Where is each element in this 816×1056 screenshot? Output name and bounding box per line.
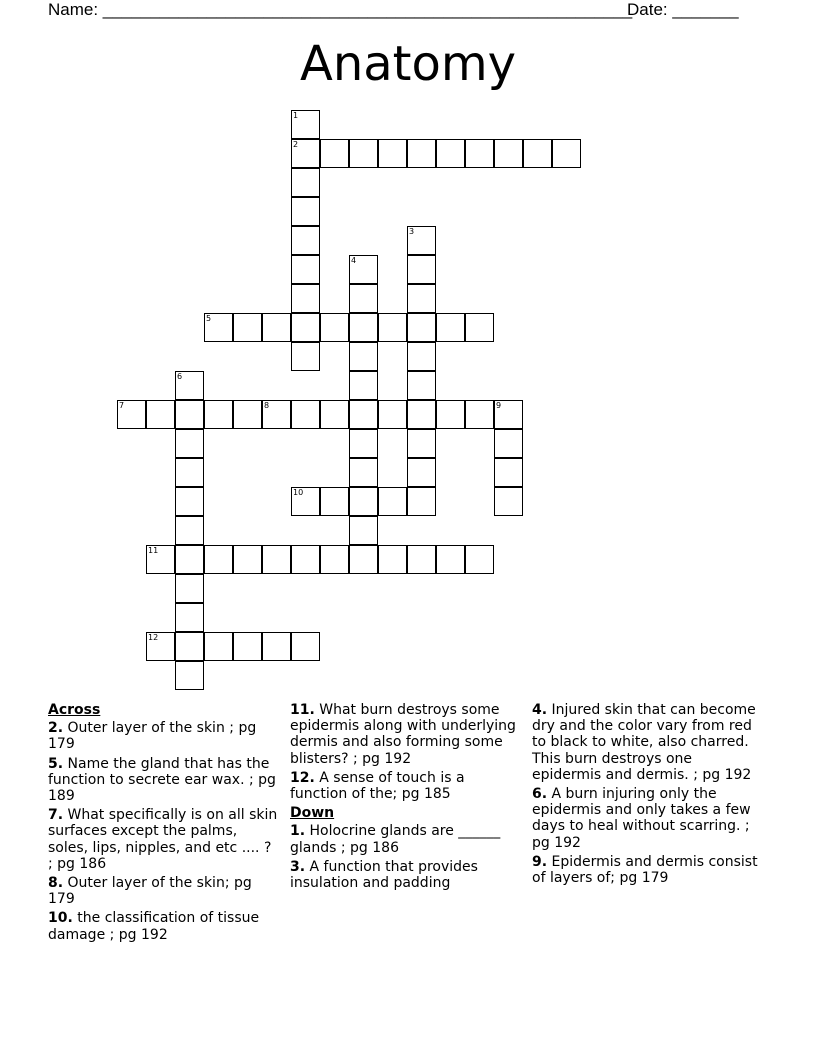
cell-number: 1 bbox=[293, 111, 299, 120]
crossword-cell[interactable] bbox=[378, 313, 407, 342]
clue-text: Name the gland that has the function to secrete ear wax. ; pg 189 bbox=[48, 755, 276, 805]
crossword-cell[interactable] bbox=[378, 139, 407, 168]
clue-across-11 bbox=[290, 702, 522, 767]
across-heading: Across bbox=[48, 702, 101, 718]
crossword-cell[interactable] bbox=[407, 139, 436, 168]
crossword-cell[interactable] bbox=[291, 632, 320, 661]
clue-across-10 bbox=[48, 910, 280, 942]
crossword-cell[interactable] bbox=[291, 255, 320, 284]
clue-number: 10. bbox=[48, 910, 73, 927]
crossword-cell[interactable] bbox=[291, 545, 320, 574]
crossword-cell[interactable] bbox=[146, 545, 175, 574]
crossword-cell[interactable] bbox=[407, 226, 436, 255]
crossword-cell[interactable] bbox=[291, 284, 320, 313]
crossword-cell[interactable] bbox=[320, 139, 349, 168]
crossword-cell[interactable] bbox=[349, 371, 378, 400]
crossword-cell[interactable] bbox=[291, 226, 320, 255]
crossword-cell[interactable] bbox=[291, 168, 320, 197]
crossword-cell[interactable] bbox=[320, 400, 349, 429]
clue-number: 6. bbox=[532, 786, 548, 803]
cell-number: 10 bbox=[293, 488, 304, 497]
crossword-cell[interactable] bbox=[291, 197, 320, 226]
crossword-cell[interactable] bbox=[523, 139, 552, 168]
crossword-cell[interactable] bbox=[465, 313, 494, 342]
clue-text: Outer layer of the skin; pg 179 bbox=[48, 875, 252, 908]
crossword-cell[interactable] bbox=[175, 632, 204, 661]
crossword-cell[interactable] bbox=[378, 487, 407, 516]
crossword-cell[interactable] bbox=[320, 545, 349, 574]
crossword-cell[interactable] bbox=[349, 284, 378, 313]
crossword-cell[interactable] bbox=[407, 458, 436, 487]
clue-text: the classification of tissue damage ; pg 192 bbox=[48, 910, 260, 943]
crossword-cell[interactable] bbox=[407, 400, 436, 429]
crossword-cell[interactable] bbox=[117, 400, 146, 429]
clue-text: Holocrine glands are ______ glands ; pg 186 bbox=[290, 823, 501, 856]
crossword-cell[interactable] bbox=[349, 255, 378, 284]
crossword-cell[interactable] bbox=[349, 429, 378, 458]
crossword-cell[interactable] bbox=[146, 400, 175, 429]
cell-number: 4 bbox=[351, 256, 357, 265]
crossword-cell[interactable] bbox=[407, 342, 436, 371]
clue-number: 9. bbox=[532, 853, 548, 870]
crossword-cell[interactable] bbox=[291, 342, 320, 371]
crossword-cell[interactable] bbox=[233, 545, 262, 574]
crossword-cell[interactable] bbox=[262, 400, 291, 429]
crossword-cell[interactable] bbox=[291, 487, 320, 516]
crossword-cell[interactable] bbox=[146, 632, 175, 661]
clue-down-9 bbox=[532, 854, 764, 886]
crossword-cell[interactable] bbox=[233, 313, 262, 342]
crossword-cell[interactable] bbox=[175, 458, 204, 487]
clue-down-6 bbox=[532, 786, 764, 851]
clue-number: 5. bbox=[48, 755, 64, 772]
crossword-cell[interactable] bbox=[349, 487, 378, 516]
crossword-cell[interactable] bbox=[349, 313, 378, 342]
clues-column-1 bbox=[48, 702, 280, 946]
crossword-cell[interactable] bbox=[407, 371, 436, 400]
crossword-cell[interactable] bbox=[175, 400, 204, 429]
crossword-cell[interactable] bbox=[175, 487, 204, 516]
clue-number: 2. bbox=[48, 720, 64, 737]
crossword-cell[interactable] bbox=[233, 632, 262, 661]
crossword-cell[interactable] bbox=[349, 516, 378, 545]
crossword-cell[interactable] bbox=[378, 545, 407, 574]
crossword-cell[interactable] bbox=[320, 487, 349, 516]
crossword-cell[interactable] bbox=[407, 255, 436, 284]
cell-number: 9 bbox=[496, 401, 502, 410]
down-heading: Down bbox=[290, 805, 335, 822]
crossword-cell[interactable] bbox=[552, 139, 581, 168]
date-field-label[interactable]: Date: _______ bbox=[627, 0, 739, 19]
crossword-cell[interactable] bbox=[175, 516, 204, 545]
crossword-cell[interactable] bbox=[407, 487, 436, 516]
crossword-cell[interactable] bbox=[349, 458, 378, 487]
crossword-cell[interactable] bbox=[291, 313, 320, 342]
crossword-cell[interactable] bbox=[407, 429, 436, 458]
clue-text: What specifically is on all skin surfaces except the palms, soles, lips, nipples, and etc .... ? ; pg 186 bbox=[48, 807, 278, 872]
clue-text: Epidermis and dermis consist of layers of; pg 179 bbox=[532, 853, 758, 887]
clue-text: A burn injuring only the epidermis and only takes a few days to heal without scarring. ; pg 192 bbox=[532, 786, 751, 851]
crossword-cell[interactable] bbox=[291, 400, 320, 429]
crossword-cell[interactable] bbox=[436, 313, 465, 342]
clues-column-3 bbox=[532, 702, 764, 889]
clue-text: Injured skin that can become dry and the color vary from red to black to white, also charred. This burn destroys one epidermis and dermis. ; pg 192 bbox=[532, 702, 756, 783]
cell-number: 12 bbox=[148, 633, 159, 642]
name-field-label[interactable]: Name: ________________________________________________________ bbox=[48, 0, 633, 19]
crossword-cell[interactable] bbox=[291, 139, 320, 168]
crossword-cell[interactable] bbox=[204, 313, 233, 342]
clue-text: What burn destroys some epidermis along with underlying dermis and also forming some blisters? ; pg 192 bbox=[290, 702, 516, 767]
crossword-cell[interactable] bbox=[465, 545, 494, 574]
clue-across-8 bbox=[48, 875, 280, 907]
crossword-cell[interactable] bbox=[494, 487, 523, 516]
clue-across-7 bbox=[48, 807, 280, 872]
clues-column-2 bbox=[290, 702, 522, 894]
crossword-cell[interactable] bbox=[494, 429, 523, 458]
clue-text: Outer layer of the skin ; pg 179 bbox=[48, 720, 257, 753]
clue-text: A function that provides insulation and padding bbox=[290, 858, 478, 892]
clue-down-4 bbox=[532, 702, 764, 783]
cell-number: 2 bbox=[293, 140, 299, 149]
crossword-cell[interactable] bbox=[349, 545, 378, 574]
crossword-cell[interactable] bbox=[175, 429, 204, 458]
crossword-cell[interactable] bbox=[436, 400, 465, 429]
puzzle-title: Anatomy bbox=[299, 36, 517, 92]
clue-down-1 bbox=[290, 823, 522, 855]
crossword-cell[interactable] bbox=[349, 139, 378, 168]
clue-number: 1. bbox=[290, 823, 306, 840]
crossword-cell[interactable] bbox=[262, 313, 291, 342]
crossword-cell[interactable] bbox=[349, 342, 378, 371]
clue-number: 11. bbox=[290, 702, 315, 718]
crossword-cell[interactable] bbox=[204, 400, 233, 429]
clue-down-3 bbox=[290, 859, 522, 891]
crossword-cell[interactable] bbox=[436, 545, 465, 574]
cell-number: 11 bbox=[148, 546, 159, 555]
crossword-cell[interactable] bbox=[320, 313, 349, 342]
crossword-cell[interactable] bbox=[407, 313, 436, 342]
cell-number: 7 bbox=[119, 401, 125, 410]
crossword-cell[interactable] bbox=[465, 400, 494, 429]
crossword-cell[interactable] bbox=[175, 371, 204, 400]
crossword-cell[interactable] bbox=[465, 139, 494, 168]
crossword-cell[interactable] bbox=[262, 545, 291, 574]
crossword-cell[interactable] bbox=[494, 400, 523, 429]
clue-number: 12. bbox=[290, 769, 315, 786]
cell-number: 6 bbox=[177, 372, 183, 381]
crossword-cell[interactable] bbox=[262, 632, 291, 661]
clue-across-5 bbox=[48, 756, 280, 805]
clue-across-12 bbox=[290, 770, 522, 802]
crossword-cell[interactable] bbox=[494, 139, 523, 168]
cell-number: 3 bbox=[409, 227, 415, 236]
clue-number: 4. bbox=[532, 702, 548, 718]
crossword-cell[interactable] bbox=[233, 400, 262, 429]
clue-number: 8. bbox=[48, 875, 64, 892]
crossword-cell[interactable] bbox=[175, 574, 204, 603]
clue-number: 7. bbox=[48, 807, 64, 824]
crossword-cell[interactable] bbox=[407, 284, 436, 313]
cell-number: 5 bbox=[206, 314, 212, 323]
clue-across-2 bbox=[48, 720, 280, 752]
crossword-cell[interactable] bbox=[349, 400, 378, 429]
crossword-cell[interactable] bbox=[175, 603, 204, 632]
clue-number: 3. bbox=[290, 858, 306, 875]
crossword-cell[interactable] bbox=[204, 632, 233, 661]
cell-number: 8 bbox=[264, 401, 270, 410]
crossword-cell[interactable] bbox=[175, 545, 204, 574]
crossword-cell[interactable] bbox=[204, 545, 233, 574]
clue-text: A sense of touch is a function of the; pg 185 bbox=[290, 769, 465, 803]
crossword-cell[interactable] bbox=[407, 545, 436, 574]
crossword-cell[interactable] bbox=[175, 661, 204, 690]
crossword-cell[interactable] bbox=[378, 400, 407, 429]
crossword-cell[interactable] bbox=[494, 458, 523, 487]
crossword-cell[interactable] bbox=[291, 110, 320, 139]
crossword-cell[interactable] bbox=[436, 139, 465, 168]
